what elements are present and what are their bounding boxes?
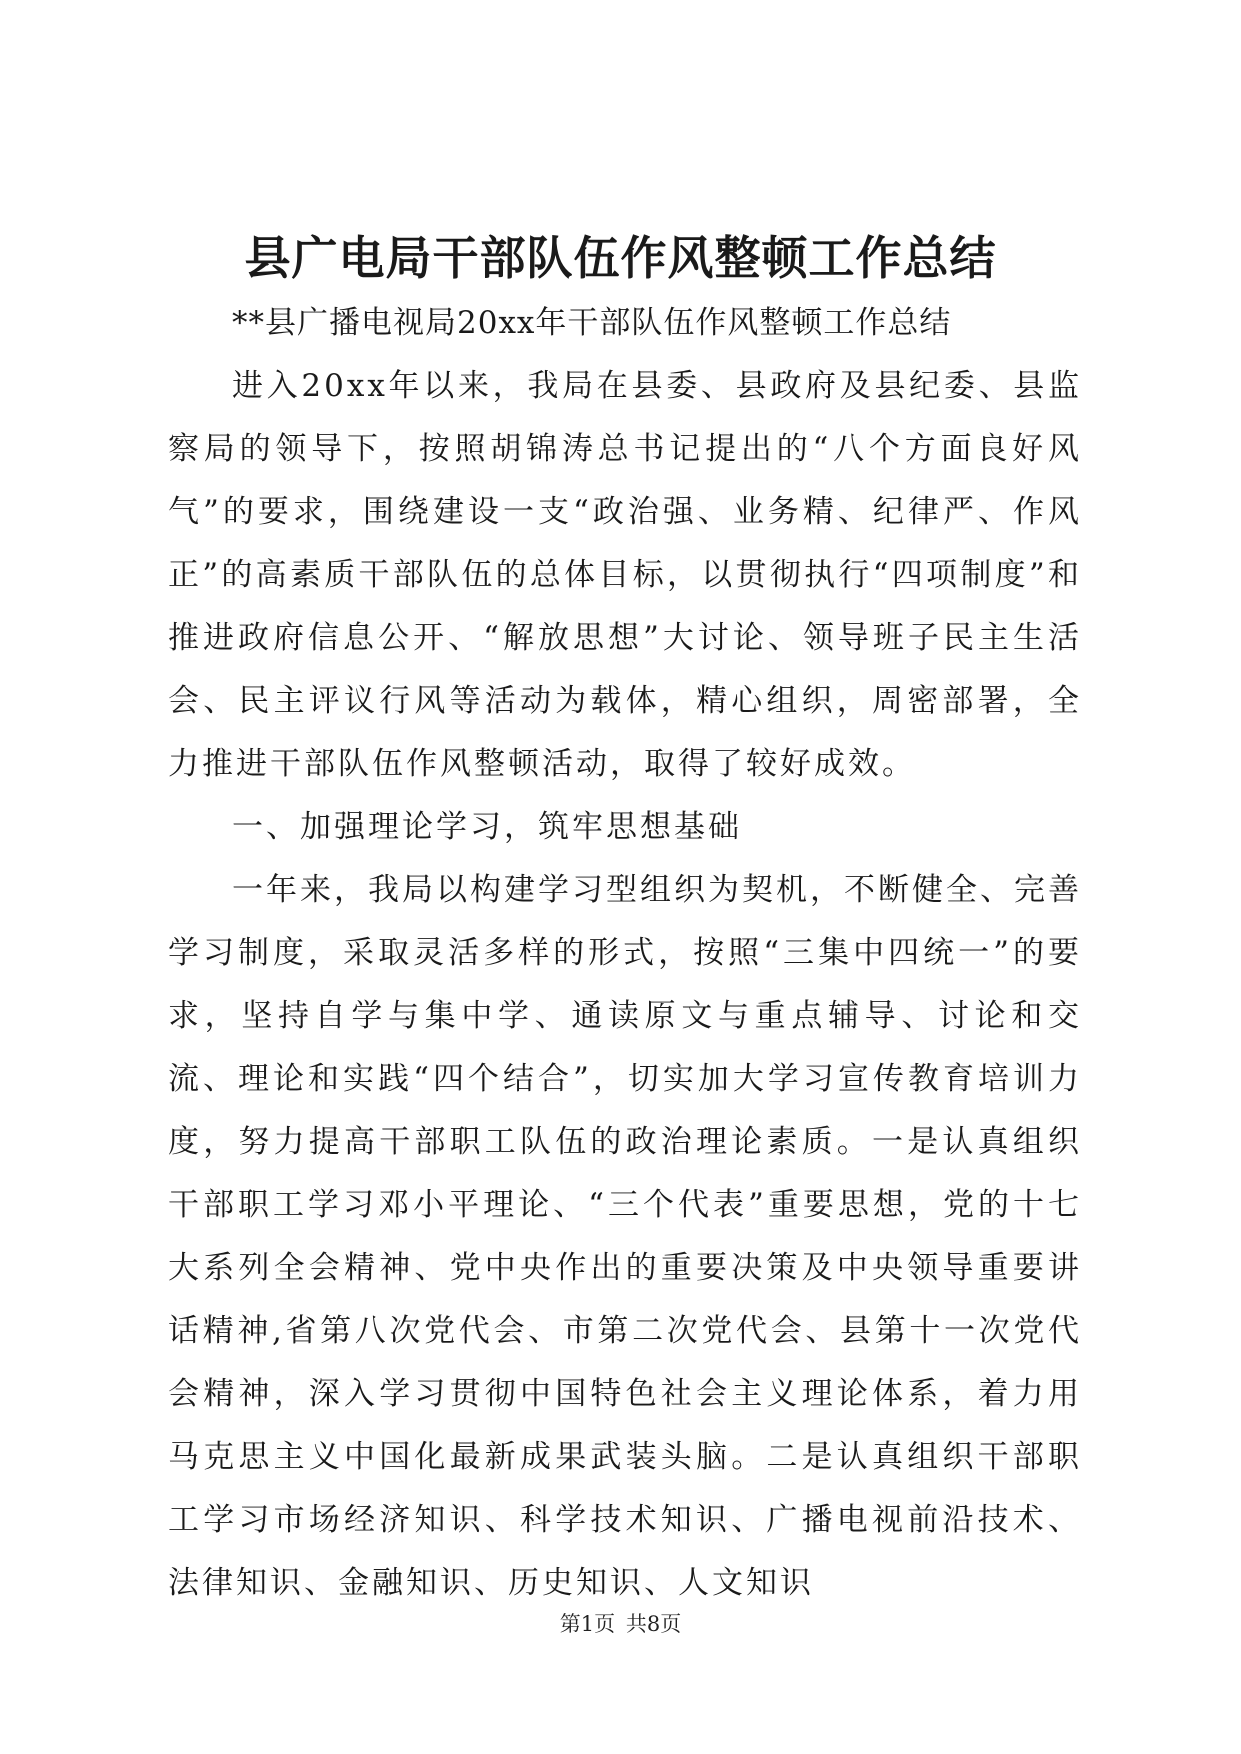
document-body [168,292,1082,1615]
page-number: 第1页 [559,1612,616,1636]
document-subtitle: **县广播电视局20xx年干部队伍作风整顿工作总结 [232,305,952,341]
document-title: 县广电局干部队伍作风整顿工作总结 [244,231,997,285]
section-paragraph: 一年来，我局以构建学习型组织为契机，不断健全、完善学习制度，采取灵活多样的形式，按照“三集中四统一”的要求，坚持自学与集中学、通读原文与重点辅导、讨论和交流、理论和实践“四个结合”，切实加大学习宣传教育培训力度，努力提高干部职工队伍的政治理论素质。一是认真组织干部职工学习邓小平理论、“三个代表”重要思想，党的十七大系列全会精神、党中央作出的重要决策及中央领导重要讲话精神,省第八次党代会、市第二次党代会、县第十一次党代会精神，深入学习贯彻中国特色社会主义理论体系，着力用马克思主义中国化最新成果武装头脑。二是认真组织干部职工学习市场经济知识、科学技术知识、广播电视前沿技术、法律知识、金融知识、历史知识、人文知识 [168,872,1082,1601]
section-heading: 一、加强理论学习，筑牢思想基础 [232,809,742,845]
intro-paragraph: 进入20xx年以来，我局在县委、县政府及县纪委、县监察局的领导下，按照胡锦涛总书记提出的“八个方面良好风气”的要求，围绕建设一支“政治强、业务精、纪律严、作风正”的高素质干部队伍的总体目标，以贯彻执行“四项制度”和推进政府信息公开、“解放思想”大讨论、领导班子民主生活会、民主评议行风等活动为载体，精心组织，周密部署，全力推进干部队伍作风整顿活动，取得了较好成效。 [168,368,1082,782]
total-pages: 共8页 [625,1612,682,1636]
page-footer [0,1608,1241,1638]
